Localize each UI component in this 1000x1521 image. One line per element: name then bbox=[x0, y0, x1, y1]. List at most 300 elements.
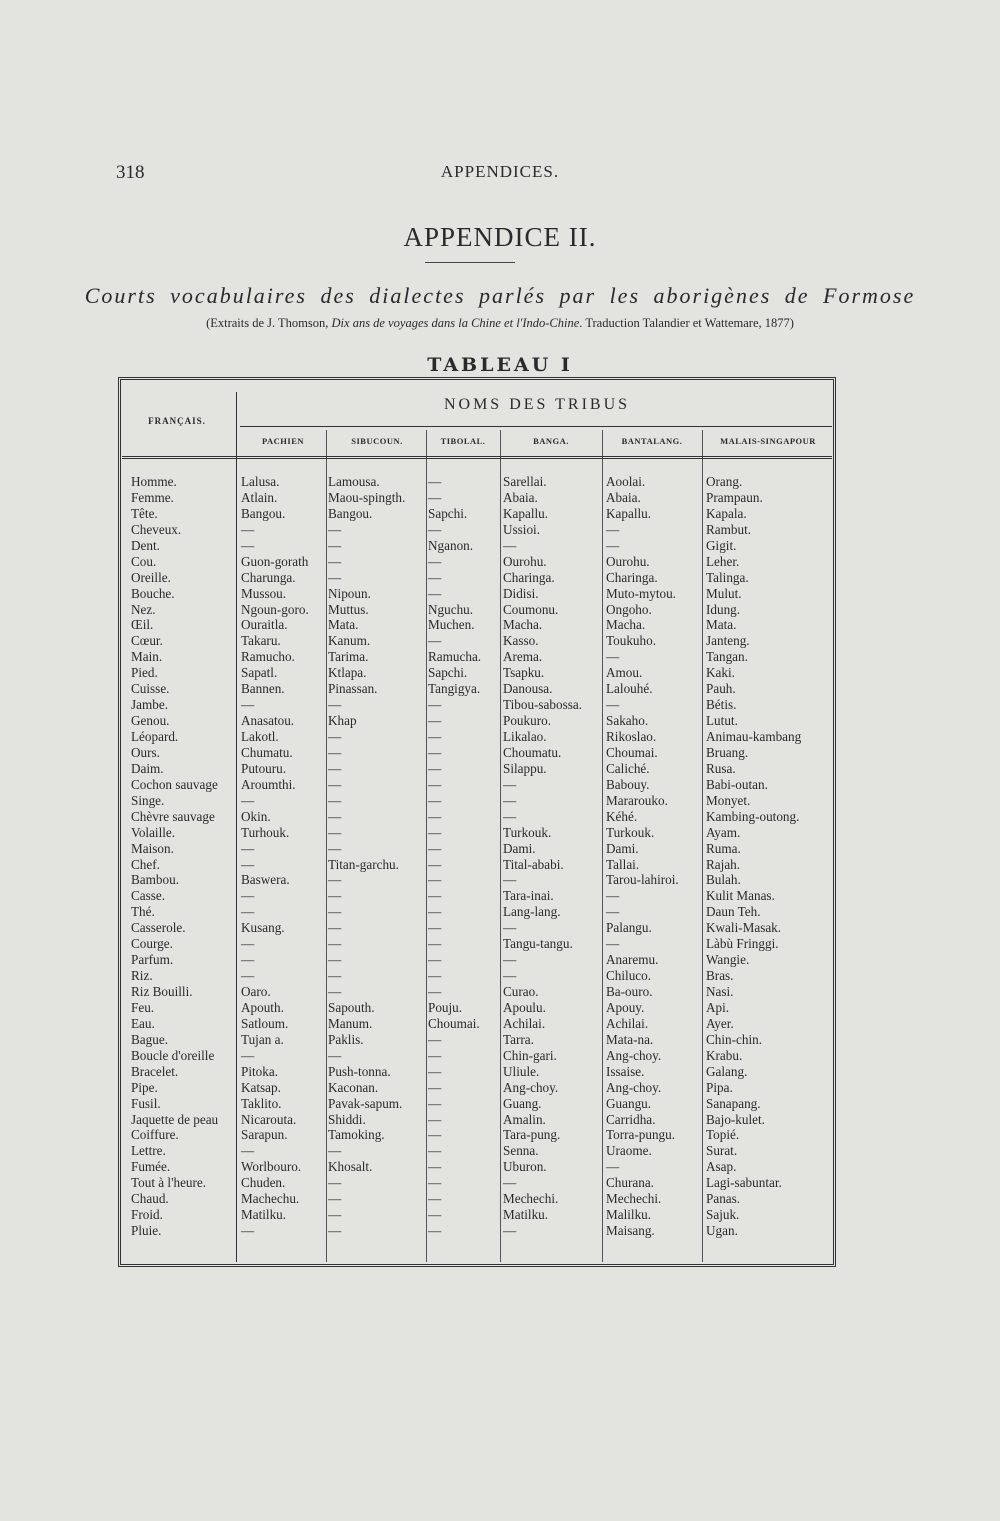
tribe-word-cell: Janteng. bbox=[706, 633, 750, 649]
french-word-cell: Fumée. bbox=[131, 1159, 171, 1175]
tribe-word-cell: — bbox=[428, 553, 442, 569]
french-word-cell: Cœur. bbox=[131, 633, 163, 649]
tribe-word-cell: Dami. bbox=[606, 840, 639, 856]
tribe-word-cell: Choumai. bbox=[428, 1015, 480, 1031]
tribe-word-cell: — bbox=[428, 856, 442, 872]
running-header bbox=[0, 162, 1000, 192]
tribe-word-cell: Tara-pung. bbox=[503, 1127, 561, 1143]
table-row bbox=[122, 809, 834, 825]
french-word-cell: Genou. bbox=[131, 713, 170, 729]
tribe-word-cell: — bbox=[503, 537, 517, 553]
tribe-word-cell: Rambut. bbox=[706, 521, 752, 537]
tribe-word-cell: Kéhé. bbox=[606, 808, 638, 824]
table-row bbox=[122, 506, 834, 522]
tribe-word-cell: — bbox=[241, 904, 255, 920]
tribe-word-cell: Monyet. bbox=[706, 792, 751, 808]
tribe-word-cell: Ramucha. bbox=[428, 649, 482, 665]
tribe-word-cell: Leher. bbox=[706, 553, 740, 569]
tribe-word-cell: Sapchi. bbox=[428, 505, 468, 521]
tribe-word-cell: Machechu. bbox=[241, 1191, 300, 1207]
tribe-word-cell: Tangigya. bbox=[428, 681, 481, 697]
tribe-word-cell: Ngoun-goro. bbox=[241, 601, 309, 617]
french-word-cell: Casserole. bbox=[131, 920, 186, 936]
tribe-word-cell: Arema. bbox=[503, 649, 543, 665]
tribe-word-cell: Tallai. bbox=[606, 856, 640, 872]
tribe-word-cell: — bbox=[428, 1143, 442, 1159]
french-word-cell: Oreille. bbox=[131, 569, 171, 585]
tribe-word-cell: Mata. bbox=[706, 617, 737, 633]
table-row bbox=[122, 538, 834, 554]
tribe-word-cell: Làbù Fringgi. bbox=[706, 936, 779, 952]
subtitle: Courts vocabulaires des dialectes parlés par les aborigènes de Formose bbox=[84, 283, 916, 308]
tribe-word-cell: Anasatou. bbox=[241, 713, 295, 729]
tribe-word-cell: Worlbouro. bbox=[241, 1159, 302, 1175]
tribe-word-cell: Aroumthi. bbox=[241, 776, 296, 792]
table-row bbox=[122, 793, 834, 809]
tribe-word-cell: Chin-gari. bbox=[503, 1047, 557, 1063]
tribe-word-cell: Orang. bbox=[706, 474, 743, 489]
tribe-word-cell: Ang-choy. bbox=[503, 1079, 559, 1095]
tribe-word-cell: Baswera. bbox=[241, 872, 290, 888]
tribe-word-cell: — bbox=[241, 697, 255, 713]
tribe-word-cell: — bbox=[503, 920, 517, 936]
tribe-word-cell: Matilku. bbox=[241, 1207, 287, 1223]
tribe-word-cell: Galang. bbox=[706, 1063, 748, 1079]
tribe-word-cell: — bbox=[428, 920, 442, 936]
tribe-word-cell: Bras. bbox=[706, 968, 734, 984]
table-row bbox=[122, 968, 834, 984]
tribe-word-cell: — bbox=[503, 1175, 517, 1191]
table-row bbox=[122, 697, 834, 713]
tribe-word-cell: Chumatu. bbox=[241, 744, 293, 760]
table-row bbox=[122, 570, 834, 586]
tribe-word-cell: Sajuk. bbox=[706, 1207, 740, 1223]
citation-prefix: (Extraits de J. Thomson, bbox=[206, 316, 332, 330]
french-word-cell: Tête. bbox=[131, 505, 158, 521]
french-word-cell: Parfum. bbox=[131, 952, 174, 968]
tribe-word-cell: Ramucho. bbox=[241, 649, 295, 665]
tribe-word-cell: — bbox=[606, 697, 620, 713]
noms-rule bbox=[240, 426, 832, 427]
tribe-word-cell: Kanum. bbox=[328, 633, 371, 649]
title-rule bbox=[425, 262, 515, 263]
tribe-word-cell: Uliule. bbox=[503, 1063, 540, 1079]
table-row bbox=[122, 633, 834, 649]
table-row bbox=[122, 602, 834, 618]
tribe-word-cell: Curao. bbox=[503, 984, 539, 999]
french-word-cell: Fusil. bbox=[131, 1095, 161, 1111]
table-row bbox=[122, 1048, 834, 1064]
french-word-cell: Volaille. bbox=[131, 824, 176, 840]
tribe-word-cell: Charunga. bbox=[241, 569, 296, 585]
tribe-word-cell: — bbox=[606, 904, 620, 920]
tribe-word-cell: — bbox=[606, 936, 620, 952]
french-word-cell: Nez. bbox=[131, 601, 156, 617]
tribe-word-cell: Didisi. bbox=[503, 585, 539, 601]
tribe-word-cell: Chin-chin. bbox=[706, 1031, 763, 1047]
tribe-word-cell: Sakaho. bbox=[606, 713, 649, 729]
tribe-word-cell: Tangu-tangu. bbox=[503, 936, 573, 952]
tribe-word-cell: Panas. bbox=[706, 1191, 741, 1207]
appendix-title: APPENDICE II. bbox=[403, 222, 597, 252]
table-row bbox=[122, 554, 834, 570]
tribe-word-cell: Takaru. bbox=[241, 633, 281, 649]
french-word-cell: Cochon sauvage bbox=[131, 776, 218, 792]
tribe-word-cell: — bbox=[428, 744, 442, 760]
tribe-word-cell: Kasso. bbox=[503, 633, 539, 649]
tribe-word-cell: — bbox=[328, 553, 342, 569]
tribe-word-cell: Chiluco. bbox=[606, 968, 652, 984]
tribe-word-cell: — bbox=[428, 474, 442, 489]
french-word-cell: Chef. bbox=[131, 856, 160, 872]
french-word-cell: Cheveux. bbox=[131, 521, 182, 537]
tribe-word-cell: Nipoun. bbox=[328, 585, 371, 601]
tribe-word-cell: Tarou-lahiroi. bbox=[606, 872, 679, 888]
tribe-word-cell: Choumatu. bbox=[503, 744, 562, 760]
tribe-word-cell: Uburon. bbox=[503, 1159, 547, 1175]
tribe-word-cell: — bbox=[428, 1159, 442, 1175]
tribe-word-cell: Bangou. bbox=[241, 505, 286, 521]
tribe-word-cell: — bbox=[428, 697, 442, 713]
tribe-word-cell: Abaia. bbox=[606, 489, 641, 505]
table-row bbox=[122, 1016, 834, 1032]
tribe-word-cell: Turhouk. bbox=[241, 824, 290, 840]
tribe-word-cell: Putouru. bbox=[241, 760, 287, 776]
tribe-word-cell: Katsap. bbox=[241, 1079, 281, 1095]
tribe-word-cell: Lagi-sabuntar. bbox=[706, 1175, 782, 1191]
page-number: 318 bbox=[116, 162, 145, 183]
tribe-word-cell: Nicarouta. bbox=[241, 1111, 297, 1127]
tribe-word-cell: — bbox=[428, 1223, 442, 1239]
tribe-word-cell: Tarima. bbox=[328, 649, 369, 665]
table-row bbox=[122, 984, 834, 1000]
tribe-word-cell: — bbox=[328, 697, 342, 713]
tribe-word-cell: Pipa. bbox=[706, 1079, 733, 1095]
tribe-word-cell: — bbox=[428, 1031, 442, 1047]
tribe-word-cell: — bbox=[328, 1223, 342, 1239]
tribe-word-cell: Danousa. bbox=[503, 681, 553, 697]
citation-book: Dix ans de voyages dans la Chine et l'Indo-Chine bbox=[331, 316, 580, 330]
tribe-word-cell: Rajah. bbox=[706, 856, 741, 872]
french-word-cell: Pied. bbox=[131, 665, 158, 681]
tribe-word-cell: Ussioi. bbox=[503, 521, 541, 537]
table-row bbox=[122, 1032, 834, 1048]
tribe-word-cell: Babouy. bbox=[606, 776, 650, 792]
tribe-word-cell: — bbox=[241, 952, 255, 968]
column-header-pachien: PACHIEN bbox=[261, 436, 305, 446]
tribe-word-cell: Churana. bbox=[606, 1175, 654, 1191]
tribe-word-cell: Ourohu. bbox=[606, 553, 650, 569]
tribe-word-cell: Turkouk. bbox=[503, 824, 552, 840]
french-word-cell: Thé. bbox=[131, 904, 155, 920]
tribe-word-cell: Ouraitla. bbox=[241, 617, 288, 633]
table-row bbox=[122, 1127, 834, 1143]
tribe-word-cell: Silappu. bbox=[503, 760, 547, 776]
tribe-word-cell: Mechechi. bbox=[503, 1191, 559, 1207]
tribe-word-cell: Oaro. bbox=[241, 984, 271, 999]
tribe-word-cell: Manum. bbox=[328, 1015, 373, 1031]
tribe-word-cell: — bbox=[328, 904, 342, 920]
tribe-word-cell: Lalouhé. bbox=[606, 681, 653, 697]
noms-des-tribus-header: NOMS DES TRIBUS bbox=[443, 396, 631, 413]
tribe-word-cell: Tsapku. bbox=[503, 665, 545, 681]
table-row bbox=[122, 474, 834, 490]
french-word-cell: Eau. bbox=[131, 1015, 155, 1031]
tribe-word-cell: — bbox=[428, 824, 442, 840]
tribe-word-cell: Ayam. bbox=[706, 824, 741, 840]
tribe-word-cell: — bbox=[606, 649, 620, 665]
tribe-word-cell: Tamoking. bbox=[328, 1127, 385, 1143]
french-word-cell: Œil. bbox=[131, 617, 154, 633]
table-row bbox=[122, 586, 834, 602]
tribe-word-cell: Muttus. bbox=[328, 601, 369, 617]
tribe-word-cell: Sapatl. bbox=[241, 665, 278, 681]
french-word-cell: Singe. bbox=[131, 792, 165, 808]
tribe-word-cell: — bbox=[328, 760, 342, 776]
tribe-word-cell: Tital-ababi. bbox=[503, 856, 564, 872]
tribe-word-cell: — bbox=[241, 521, 255, 537]
tribe-word-cell: Lutut. bbox=[706, 713, 738, 729]
tribe-word-cell: Bangou. bbox=[328, 505, 373, 521]
tribe-word-cell: Bannen. bbox=[241, 681, 285, 697]
tribe-word-cell: — bbox=[503, 1223, 517, 1239]
french-word-cell: Léopard. bbox=[131, 729, 179, 744]
tribe-word-cell: Animau-kambang bbox=[706, 729, 802, 744]
tribe-word-cell: Kapallu. bbox=[606, 505, 652, 521]
table-row bbox=[122, 872, 834, 888]
tribe-word-cell: — bbox=[428, 888, 442, 904]
tribe-word-cell: Tibou-sabossa. bbox=[503, 697, 583, 713]
french-word-cell: Froid. bbox=[131, 1207, 163, 1223]
tribe-word-cell: — bbox=[328, 840, 342, 856]
tribe-word-cell: — bbox=[428, 1047, 442, 1063]
tribe-word-cell: Nganon. bbox=[428, 537, 474, 553]
table-row bbox=[122, 1064, 834, 1080]
tribe-word-cell: Abaia. bbox=[503, 489, 538, 505]
tribe-word-cell: — bbox=[328, 808, 342, 824]
tribe-word-cell: Pauh. bbox=[706, 681, 736, 697]
table-row bbox=[122, 713, 834, 729]
tribe-word-cell: Guangu. bbox=[606, 1095, 652, 1111]
tribe-word-cell: Dami. bbox=[503, 840, 536, 856]
tribe-word-cell: Wangie. bbox=[706, 952, 750, 968]
tribe-word-cell: Atlain. bbox=[241, 489, 278, 505]
tribe-word-cell: — bbox=[428, 633, 442, 649]
tribe-word-cell: Pitoka. bbox=[241, 1063, 278, 1079]
tribe-word-cell: Gigit. bbox=[706, 537, 737, 553]
table-row bbox=[122, 1143, 834, 1159]
french-word-cell: Casse. bbox=[131, 888, 166, 904]
tribe-word-cell: Daun Teh. bbox=[706, 904, 761, 920]
tribe-word-cell: Kulit Manas. bbox=[706, 888, 775, 904]
french-word-cell: Main. bbox=[131, 649, 163, 665]
table-row bbox=[122, 1000, 834, 1016]
tribe-word-cell: Kusang. bbox=[241, 920, 285, 936]
tribe-word-cell: — bbox=[328, 920, 342, 936]
tribe-word-cell: Bajo-kulet. bbox=[706, 1111, 765, 1127]
tribe-word-cell: — bbox=[328, 569, 342, 585]
french-word-cell: Lettre. bbox=[131, 1143, 166, 1159]
tribe-word-cell: Macha. bbox=[503, 617, 543, 633]
tribe-word-cell: Amalin. bbox=[503, 1111, 546, 1127]
tribe-word-cell: — bbox=[428, 585, 442, 601]
tribe-word-cell: Matilku. bbox=[503, 1207, 549, 1223]
table-row bbox=[122, 490, 834, 506]
tribe-word-cell: — bbox=[241, 888, 255, 904]
tribe-word-cell: — bbox=[428, 1079, 442, 1095]
french-word-cell: Maison. bbox=[131, 840, 174, 856]
tribe-word-cell: — bbox=[606, 521, 620, 537]
french-word-cell: Jaquette de peau bbox=[131, 1111, 219, 1127]
tribe-word-cell: Maisang. bbox=[606, 1223, 655, 1239]
french-word-cell: Bouche. bbox=[131, 585, 175, 601]
french-word-cell: Pipe. bbox=[131, 1079, 158, 1095]
table-row bbox=[122, 825, 834, 841]
tribe-word-cell: — bbox=[428, 1063, 442, 1079]
tribe-word-cell: Muchen. bbox=[428, 617, 475, 633]
column-header-tibolal: TIBOLAL. bbox=[440, 436, 486, 446]
tribe-word-cell: Bétis. bbox=[706, 697, 737, 713]
tribe-word-cell: Ayer. bbox=[706, 1015, 734, 1031]
vocabulary-table-body bbox=[122, 474, 834, 1239]
table-row bbox=[122, 1159, 834, 1175]
french-word-cell: Daim. bbox=[131, 760, 164, 776]
tribe-word-cell: Topié. bbox=[706, 1127, 740, 1143]
french-word-cell: Riz Bouilli. bbox=[131, 984, 193, 999]
tribe-word-cell: Macha. bbox=[606, 617, 646, 633]
tribe-word-cell: Toukuho. bbox=[606, 633, 656, 649]
tribe-word-cell: — bbox=[606, 537, 620, 553]
tribe-word-cell: — bbox=[428, 968, 442, 984]
table-row bbox=[122, 617, 834, 633]
tribe-word-cell: — bbox=[328, 744, 342, 760]
tribe-word-cell: Lamousa. bbox=[328, 474, 380, 489]
francais-column-header: FRANÇAIS. bbox=[148, 416, 206, 426]
tribe-word-cell: Issaise. bbox=[606, 1063, 645, 1079]
tribe-word-cell: Prampaun. bbox=[706, 489, 763, 505]
citation-suffix: . Traduction Talandier et Wattemare, 1877) bbox=[579, 316, 794, 330]
french-word-cell: Jambe. bbox=[131, 697, 168, 713]
tribe-word-cell: Achilai. bbox=[503, 1015, 546, 1031]
tribe-word-cell: Uraome. bbox=[606, 1143, 652, 1159]
tribe-word-cell: Coumonu. bbox=[503, 601, 559, 617]
header-rule bbox=[122, 456, 832, 459]
tribe-word-cell: Torra-pungu. bbox=[606, 1127, 676, 1143]
tribe-word-cell: Apoulu. bbox=[503, 999, 546, 1015]
french-word-cell: Pluie. bbox=[131, 1223, 162, 1239]
tribe-word-cell: Mata. bbox=[328, 617, 359, 633]
french-word-cell: Coiffure. bbox=[131, 1127, 179, 1143]
french-word-cell: Dent. bbox=[131, 537, 160, 553]
tribe-word-cell: Sapchi. bbox=[428, 665, 468, 681]
running-head: APPENDICES. bbox=[440, 162, 560, 181]
tribe-word-cell: Mata-na. bbox=[606, 1031, 654, 1047]
tribe-word-cell: Kwali-Masak. bbox=[706, 920, 782, 936]
tribe-word-cell: Krabu. bbox=[706, 1047, 743, 1063]
tribe-word-cell: — bbox=[428, 776, 442, 792]
tribe-word-cell: — bbox=[241, 856, 255, 872]
tribe-word-cell: Taklito. bbox=[241, 1095, 282, 1111]
tribe-word-cell: Khosalt. bbox=[328, 1159, 373, 1175]
tribe-word-cell: Mararouko. bbox=[606, 792, 668, 808]
tribe-word-cell: — bbox=[241, 936, 255, 952]
french-word-cell: Cou. bbox=[131, 553, 157, 569]
table-row bbox=[122, 1112, 834, 1128]
tribe-word-cell: Titan-garchu. bbox=[328, 856, 399, 872]
tribe-word-cell: Muto-mytou. bbox=[606, 585, 676, 601]
tribe-word-cell: — bbox=[241, 1223, 255, 1239]
french-word-cell: Riz. bbox=[131, 968, 153, 984]
tribe-word-cell: Tujan a. bbox=[241, 1031, 284, 1047]
french-word-cell: Tout à l'heure. bbox=[131, 1175, 207, 1191]
tribe-word-cell: Pavak-sapum. bbox=[328, 1095, 403, 1111]
table-row bbox=[122, 777, 834, 793]
tribe-word-cell: Charinga. bbox=[503, 569, 555, 585]
table-row bbox=[122, 681, 834, 697]
tribe-word-cell: Bruang. bbox=[706, 744, 749, 760]
tribe-word-cell: — bbox=[328, 792, 342, 808]
tribe-word-cell: — bbox=[428, 1207, 442, 1223]
tribe-word-cell: Maou-spingth. bbox=[328, 489, 406, 505]
tribe-word-cell: Sarellai. bbox=[503, 474, 547, 489]
tribe-word-cell: Rusa. bbox=[706, 760, 736, 776]
table-row bbox=[122, 920, 834, 936]
tribe-word-cell: Sapouth. bbox=[328, 999, 375, 1015]
tribe-word-cell: — bbox=[503, 808, 517, 824]
table-row bbox=[122, 1096, 834, 1112]
tribe-word-cell: — bbox=[606, 1159, 620, 1175]
table-row bbox=[122, 904, 834, 920]
tribe-word-cell: Choumai. bbox=[606, 744, 658, 760]
french-word-cell: Bague. bbox=[131, 1031, 168, 1047]
tribe-word-cell: — bbox=[328, 1143, 342, 1159]
tribe-word-cell: — bbox=[428, 808, 442, 824]
tribe-word-cell: Ang-choy. bbox=[606, 1047, 662, 1063]
tribe-word-cell: Malilku. bbox=[606, 1207, 652, 1223]
french-word-cell: Femme. bbox=[131, 489, 174, 505]
tribe-word-cell: Turkouk. bbox=[606, 824, 655, 840]
tribe-word-cell: — bbox=[328, 888, 342, 904]
tribe-word-cell: — bbox=[503, 968, 517, 984]
tribe-word-cell: — bbox=[428, 792, 442, 808]
tribe-word-cell: Anaremu. bbox=[606, 952, 659, 968]
tribe-word-cell: — bbox=[328, 1047, 342, 1063]
french-word-cell: Chaud. bbox=[131, 1191, 169, 1207]
french-word-cell: Bracelet. bbox=[131, 1063, 179, 1079]
table-row bbox=[122, 729, 834, 745]
column-header-malais-singapour: MALAIS-SINGAPOUR bbox=[720, 436, 816, 446]
tribe-word-cell: Ourohu. bbox=[503, 553, 547, 569]
tribe-word-cell: Ba-ouro. bbox=[606, 984, 653, 999]
tribe-word-cell: Chuden. bbox=[241, 1175, 286, 1191]
tribe-word-cell: Bulah. bbox=[706, 872, 741, 888]
tribe-word-cell: Achilai. bbox=[606, 1015, 649, 1031]
tribe-word-cell: Asap. bbox=[706, 1159, 737, 1175]
tribe-word-cell: — bbox=[328, 1175, 342, 1191]
table-row bbox=[122, 857, 834, 873]
tribe-word-cell: — bbox=[428, 713, 442, 729]
table-row bbox=[122, 888, 834, 904]
tribe-word-cell: — bbox=[428, 1191, 442, 1207]
tribe-word-cell: — bbox=[241, 792, 255, 808]
tribe-word-cell: Api. bbox=[706, 999, 730, 1015]
tribe-word-cell: — bbox=[328, 776, 342, 792]
tribe-word-cell: — bbox=[328, 1191, 342, 1207]
citation bbox=[0, 316, 1000, 331]
tribe-word-cell: Guang. bbox=[503, 1095, 542, 1111]
french-word-cell: Homme. bbox=[131, 474, 177, 489]
table-row bbox=[122, 1207, 834, 1223]
